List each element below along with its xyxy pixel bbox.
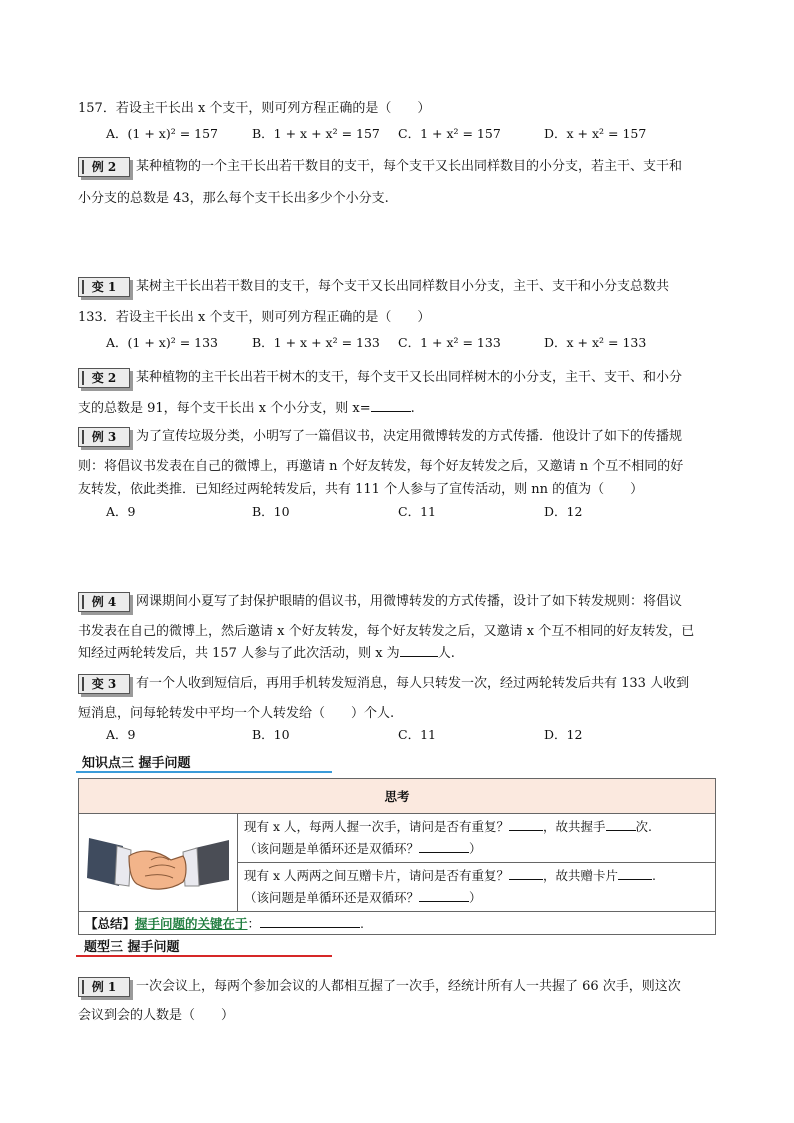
variant2-tag: 变 2 [78, 368, 130, 388]
example3-line2: 则：将倡议书发表在自己的微博上，再邀请 n 个好友转发，每个好友转发之后，又邀请 n 个互不相同的好 [78, 459, 684, 474]
thinking-row-cards: 现有 x 人两两之间互赠卡片，请问是否有重复？ ，故共赠卡片 . （该问题是单循环还是双循环？ ） [238, 863, 716, 912]
thinking-table-header: 思考 [79, 779, 716, 814]
example3-option-b: B．10 [252, 504, 290, 519]
example2-tag: 例 2 [78, 157, 130, 177]
variant1-option-c: C．1 + x² = 133 [398, 335, 501, 350]
summary-blank[interactable] [260, 915, 360, 928]
example4-line3: 知经过两轮转发后，共 157 人参与了此次活动，则 x 为 人. [78, 646, 455, 661]
thinking-table [78, 778, 716, 935]
q157-option-d: D．x + x² = 157 [544, 126, 647, 141]
variant3-line2: 短消息，问每轮转发中平均一个人转发给（ ）个人. [78, 706, 395, 721]
example3-line3: 友转发，依此类推．已知经过两轮转发后，共有 111 个人参与了宣传活动，则 nn 的值为（ ） [78, 482, 644, 497]
example3-option-a: A．9 [106, 504, 136, 519]
example1-tag: 例 1 [78, 977, 130, 997]
variant2-line1: 变 2 某种植物的主干长出若干树木的支干，每个支干又长出同样树木的小分支，主干、支干、和小分 [78, 366, 682, 388]
example4-tag: 例 4 [78, 592, 130, 612]
q157-option-c: C．1 + x² = 157 [398, 126, 501, 141]
variant1-tag: 变 1 [78, 277, 130, 297]
summary-key-phrase: 握手问题的关键在于 [135, 916, 248, 931]
variant3-option-a: A．9 [106, 727, 136, 742]
example3-tag: 例 3 [78, 427, 130, 447]
question-type-3-title: 题型三 握手问题 [84, 940, 180, 955]
variant1-line1: 变 1 某树主干长出若干数目的支干，每个支干又长出同样数目小分支，主干、支干和小分支总数共 [78, 275, 669, 297]
variant2-answer-blank[interactable] [371, 399, 411, 412]
handshake-image-cell [79, 814, 238, 912]
variant3-option-d: D．12 [544, 727, 583, 742]
q157-stem: 157．若设主干长出 x 个支干，则可列方程正确的是（ ） [78, 101, 431, 116]
cards-loop-blank[interactable] [419, 889, 469, 902]
thinking-row-handshake: 现有 x 人，每两人握一次手，请问是否有重复？ ，故共握手 次. （该问题是单循环还是双循环？ ） [238, 814, 716, 863]
cards-total-blank[interactable] [618, 867, 652, 880]
q157-option-b: B．1 + x + x² = 157 [252, 126, 380, 141]
variant1-line2: 133．若设主干长出 x 个支干，则可列方程正确的是（ ） [78, 310, 431, 325]
cards-repeat-blank[interactable] [509, 867, 543, 880]
example4-line2: 书发表在自己的微博上，然后邀请 x 个好友转发，每个好友转发之后，又邀请 x 个互不相同的好友转发，已 [78, 624, 695, 639]
question-type-3-underline [76, 955, 332, 957]
example3-option-c: C．11 [398, 504, 436, 519]
variant3-line1: 变 3 有一个人收到短信后，再用手机转发短消息，每人只转发一次，经过两轮转发后共有 133 人收到 [78, 672, 689, 694]
example3-option-d: D．12 [544, 504, 583, 519]
knowledge-point-3-underline [76, 771, 332, 773]
handshake-repeat-blank[interactable] [509, 818, 543, 831]
handshake-icon [79, 816, 237, 906]
variant1-option-d: D．x + x² = 133 [544, 335, 647, 350]
example3-line1: 例 3 为了宣传垃圾分类，小明写了一篇倡议书，决定用微博转发的方式传播．他设计了如下的传播规 [78, 425, 682, 447]
handshake-total-blank[interactable] [606, 818, 636, 831]
example4-answer-blank[interactable] [400, 644, 438, 657]
variant2-line2: 支的总数是 91，每个支干长出 x 个小分支，则 x= . [78, 401, 415, 416]
example1-line1: 例 1 一次会议上，每两个参加会议的人都相互握了一次手，经统计所有人一共握了 66 次手，则这次 [78, 975, 681, 997]
variant3-option-b: B．10 [252, 727, 290, 742]
example4-line1: 例 4 网课期间小夏写了封保护眼睛的倡议书，用微博转发的方式传播，设计了如下转发规则：将倡议 [78, 590, 682, 612]
variant3-option-c: C．11 [398, 727, 436, 742]
variant1-option-b: B．1 + x + x² = 133 [252, 335, 380, 350]
example1-line2: 会议到会的人数是（ ） [78, 1008, 235, 1023]
example2-line1: 例 2 某种植物的一个主干长出若干数目的支干，每个支干又长出同样数目的小分支，若主干、支干和 [78, 155, 682, 177]
thinking-summary: 【总结】握手问题的关键在于： . [79, 912, 716, 935]
handshake-loop-blank[interactable] [419, 840, 469, 853]
q157-option-a: A．(1 + x)² = 157 [106, 126, 218, 141]
knowledge-point-3-title: 知识点三 握手问题 [82, 756, 191, 771]
example2-line2: 小分支的总数是 43，那么每个支干长出多少个小分支. [78, 191, 389, 206]
variant3-tag: 变 3 [78, 674, 130, 694]
variant1-option-a: A．(1 + x)² = 133 [106, 335, 218, 350]
